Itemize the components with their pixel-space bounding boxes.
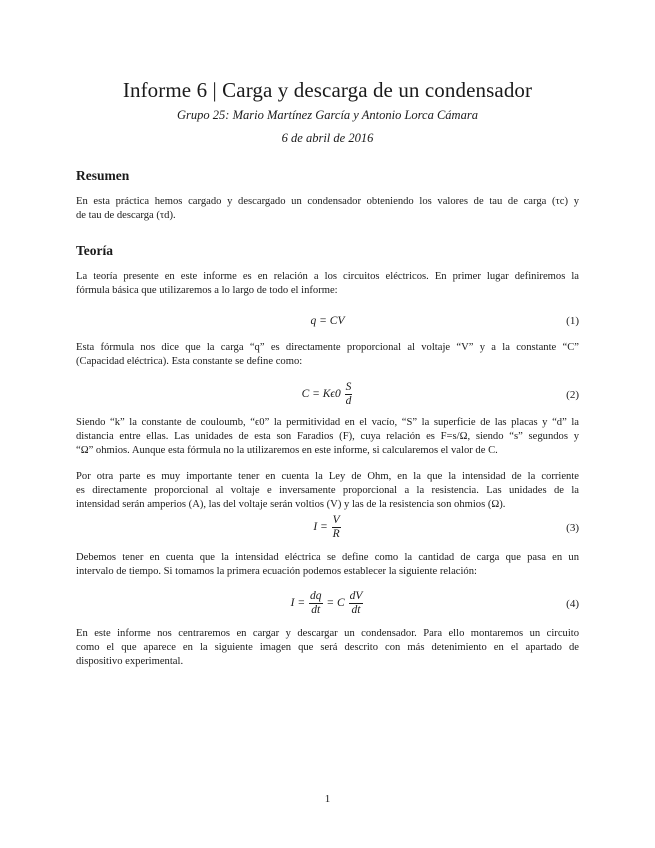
page-number: 1: [324, 793, 331, 805]
text-line: Siendo “k” la constante de couloumb, “ϵ0” la permitividad en el vacío, “S” la superficie de las placas y “d” la: [76, 417, 579, 428]
fraction-numerator: S: [345, 381, 352, 393]
equation-3-body: [76, 514, 579, 541]
equation-4-mid: = C: [326, 597, 345, 610]
text-line: intensidad serán amperios (A), las del voltaje serán voltios (V) y las de la resistencia son ohmios (Ω).: [76, 499, 506, 511]
teoria-paragraph-4: [76, 470, 579, 513]
equation-2-lhs: C = Kϵ0: [301, 388, 341, 401]
equation-4-lhs: I =: [290, 597, 306, 610]
text-line: La teoría presente en este informe es en relación a los circuitos eléctricos. En primer lugar definiremos la: [76, 271, 579, 282]
text-line: En este informe nos centraremos en cargar y descargar un condensador. Para ello montaremos un circuito: [76, 628, 579, 639]
text-line: distancia entre ellas. Las unidades de esta son Faradios (F), cuya relación es F=s/Ω, siendo “s” segundos y: [76, 431, 579, 443]
text-line: “Ω” ohmios. Aunque esta fórmula no la utilizaremos en este informe, si calcularemos el valor de C.: [76, 445, 498, 457]
fraction-denominator: d: [345, 395, 352, 407]
fraction-numerator: V: [332, 514, 340, 526]
text-line: intervalo de tiempo. Si tomamos la primera ecuación podemos establecer la siguiente relación:: [76, 566, 477, 578]
equation-4-fraction-1: [309, 590, 323, 617]
document-date: 6 de abril de 2016: [281, 131, 374, 145]
equation-1-body: q = CV: [310, 315, 345, 327]
text-line: como el que aparece en la siguiente imagen que será descrito con más detenimiento en el apartado de: [76, 642, 579, 654]
heading-teoria: Teoría: [76, 243, 113, 258]
teoria-paragraph-2: [76, 341, 579, 369]
equation-4-body: [76, 590, 579, 617]
fraction-numerator: dq: [310, 590, 322, 602]
teoria-paragraph-1: [76, 270, 579, 298]
authors-line: Grupo 25: Mario Martínez García y Antonio Lorca Cámara: [177, 108, 478, 122]
teoria-paragraph-5: [76, 551, 579, 579]
equation-4: [76, 590, 579, 620]
equation-1-number: (1): [566, 315, 579, 327]
text-line: Esta fórmula nos dice que la carga “q” es directamente proporcional al voltaje “V” y a la constante “C”: [76, 342, 579, 353]
equation-2-body: [76, 381, 579, 408]
equation-2-fraction: [345, 381, 353, 408]
resumen-paragraph: [76, 195, 579, 223]
fraction-numerator: dV: [349, 590, 363, 602]
text-line: (Capacidad eléctrica). Esta constante se define como:: [76, 356, 303, 368]
text-line: fórmula básica que utilizaremos a lo largo de todo el informe:: [76, 285, 338, 297]
equation-3-number: (3): [566, 522, 579, 534]
text-line: En esta práctica hemos cargado y descargado un condensador obteniendo los valores de tau de carga (τc) y: [76, 196, 579, 207]
equation-3-lhs: I =: [313, 521, 328, 534]
equation-2: [76, 381, 579, 411]
fraction-denominator: R: [332, 528, 340, 540]
text-line: dispositivo experimental.: [76, 656, 184, 668]
equation-2-number: (2): [566, 389, 579, 401]
text-line: Por otra parte es muy importante tener en cuenta la Ley de Ohm, en la que la intensidad de la corriente: [76, 471, 579, 482]
text-line: es directamente proporcional al voltaje e inversamente proporcional a la resistencia. Las unidades de la: [76, 485, 579, 497]
text-line: de tau de descarga (τd).: [76, 210, 176, 222]
equation-3: [76, 514, 579, 544]
teoria-paragraph-6: [76, 627, 579, 670]
teoria-paragraph-3: [76, 416, 579, 459]
document-title: Informe 6 | Carga y descarga de un condensador: [122, 78, 533, 102]
equation-4-number: (4): [566, 598, 579, 610]
fraction-denominator: dt: [351, 604, 361, 616]
fraction-denominator: dt: [311, 604, 321, 616]
text-line: Debemos tener en cuenta que la intensidad eléctrica se define como la cantidad de carga que pasa en un: [76, 552, 579, 563]
equation-3-fraction: [332, 514, 341, 541]
heading-resumen: Resumen: [76, 168, 130, 183]
equation-4-fraction-2: [349, 590, 364, 617]
